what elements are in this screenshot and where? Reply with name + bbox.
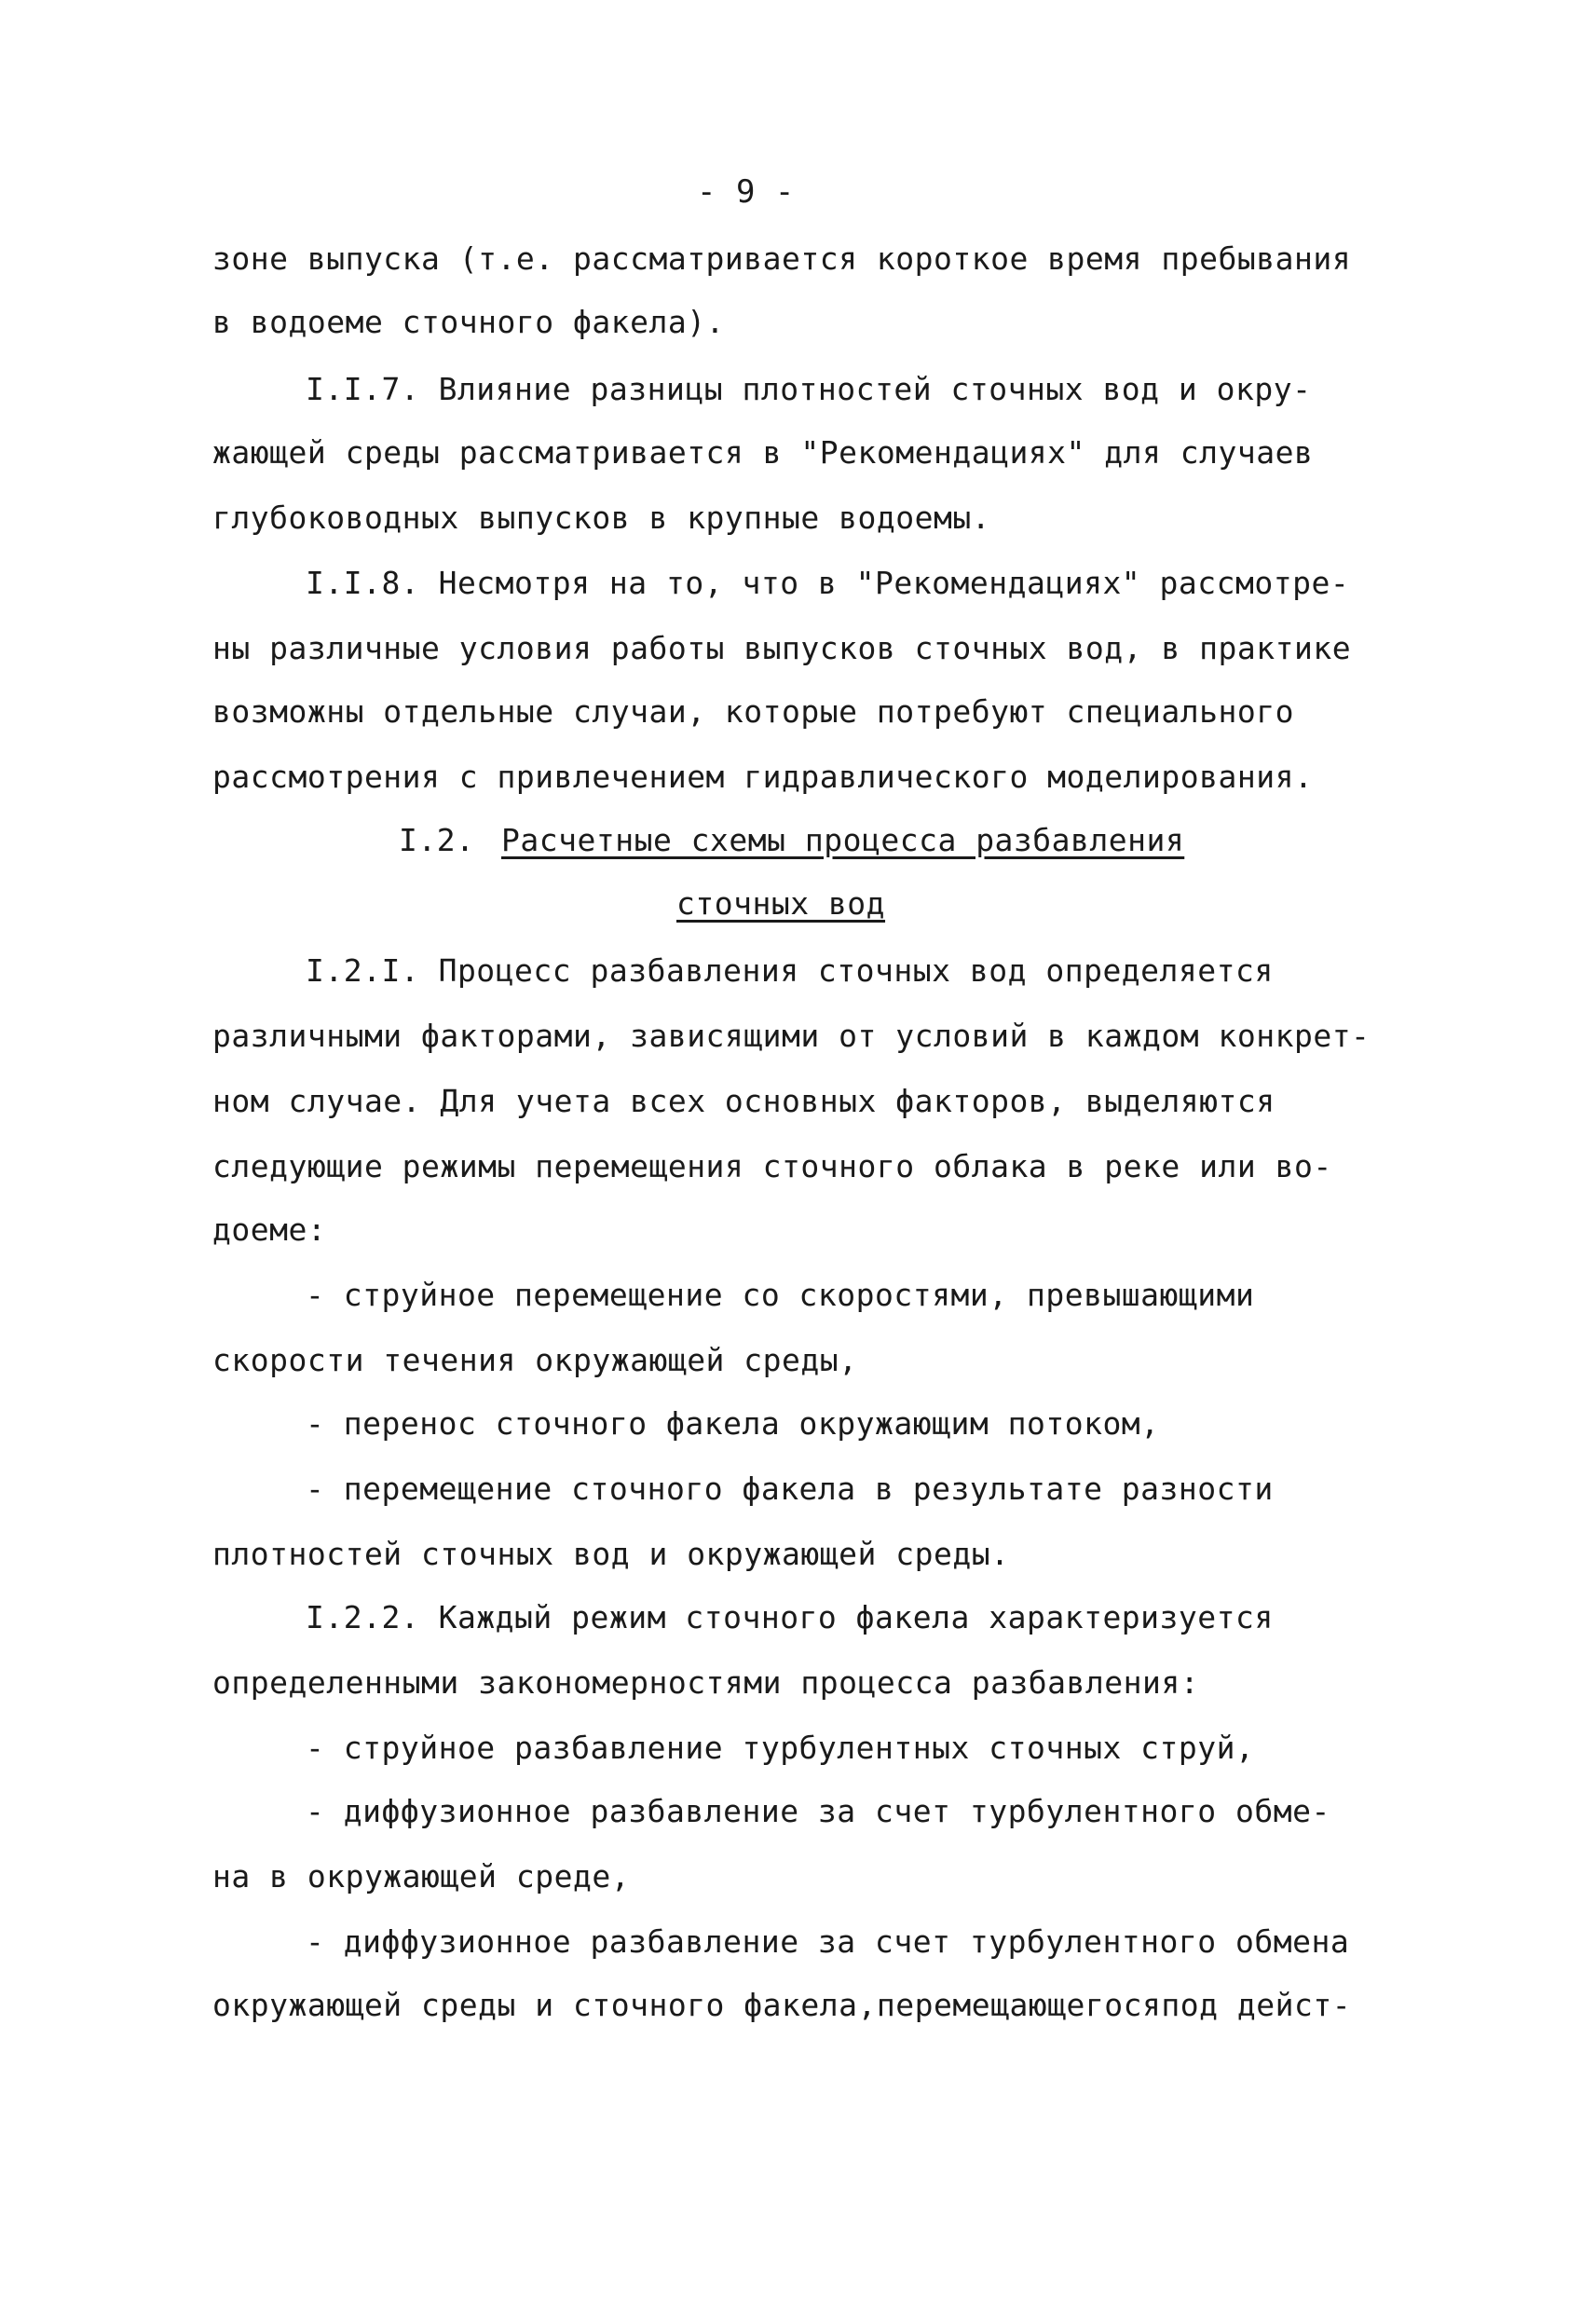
list-item: - струйное разбавление турбулентных сточных струй, xyxy=(306,1730,1255,1766)
text-line: I.2.2. Каждый режим сточного факела характеризуется xyxy=(306,1599,1274,1635)
list-item: - диффузионное разбавление за счет турбулентного обмена xyxy=(306,1923,1350,1960)
list-item: скорости течения окружающей среды, xyxy=(212,1342,858,1378)
section-number: I.2. xyxy=(399,822,475,858)
text-line: ном случае. Для учета всех основных факторов, выделяются xyxy=(212,1083,1275,1119)
text-line: определенными закономерностями процесса разбавления: xyxy=(212,1664,1200,1701)
list-item: плотностей сточных вод и окружающей среды. xyxy=(212,1536,1010,1572)
list-item: окружающей среды и сточного факела,перемещающегосяпод дейст- xyxy=(212,1987,1352,2023)
text-line: доеме: xyxy=(212,1211,327,1248)
text-line: возможны отдельные случаи, которые потребуют специального xyxy=(212,693,1294,730)
text-line: ны различные условия работы выпусков сточных вод, в практике xyxy=(212,630,1352,666)
list-item: - диффузионное разбавление за счет турбулентного обме- xyxy=(306,1793,1330,1829)
list-item: на в окружающей среде, xyxy=(212,1858,631,1895)
list-item: - перенос сточного факела окружающим потоком, xyxy=(306,1405,1160,1442)
text-line: глубоководных выпусков в крупные водоемы. xyxy=(212,499,991,536)
text-line: следующие режимы перемещения сточного облака в реке или во- xyxy=(212,1148,1332,1184)
text-line: I.I.7. Влияние разницы плотностей сточных вод и окру- xyxy=(306,371,1312,407)
text-line: различными факторами, зависящими от условий в каждом конкрет- xyxy=(212,1018,1371,1054)
text-line: зоне выпуска (т.е. рассматривается короткое время пребывания xyxy=(212,240,1352,277)
text-line: I.I.8. Несмотря на то, что в "Рекомендациях" рассмотре- xyxy=(306,565,1350,601)
section-title: Расчетные схемы процесса разбавления xyxy=(501,822,1185,858)
text-line: рассмотрения с привлечением гидравлического моделирования. xyxy=(212,759,1314,795)
text-line: жающей среды рассматривается в "Рекомендациях" для случаев xyxy=(212,434,1314,471)
text-line: I.2.I. Процесс разбавления сточных вод определяется xyxy=(306,952,1274,989)
list-item: - струйное перемещение со скоростями, превышающими xyxy=(306,1277,1255,1313)
text-line: в водоеме сточного факела). xyxy=(212,304,725,340)
section-title: сточных вод xyxy=(676,885,886,922)
list-item: - перемещение сточного факела в результате разности xyxy=(306,1471,1274,1507)
page-number: - 9 - xyxy=(697,173,795,211)
